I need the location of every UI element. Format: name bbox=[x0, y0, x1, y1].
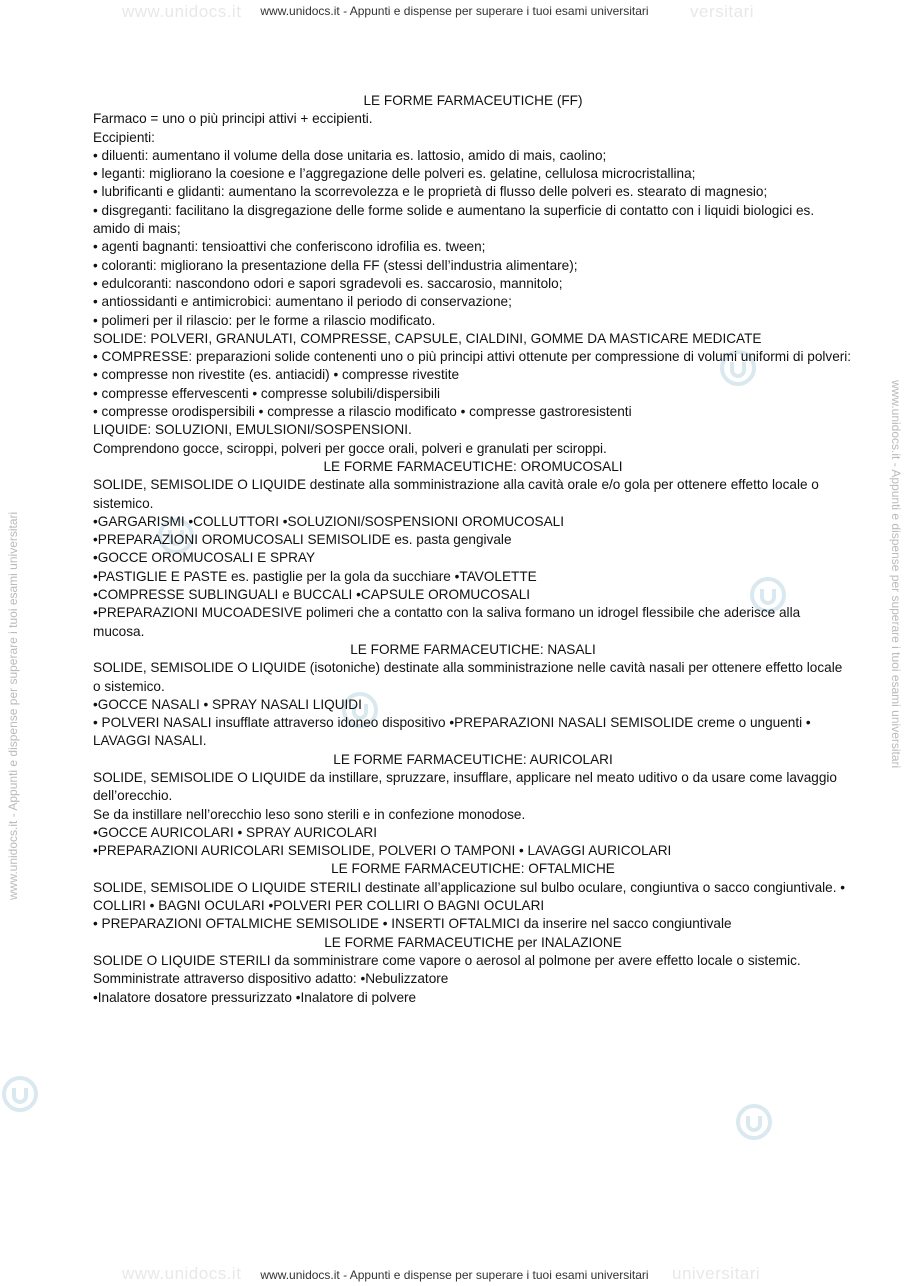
paragraph: Farmaco = uno o più principi attivi + eccipienti. bbox=[93, 111, 373, 127]
paragraph: • edulcoranti: nascondono odori e sapori sgradevoli es. saccarosio, mannitolo; bbox=[93, 275, 563, 291]
paragraph: •PREPARAZIONI MUCOADESIVE polimeri che a contatto con la saliva formano un idrogel flessibile che aderisce alla mucosa. bbox=[93, 605, 801, 639]
section-heading: LE FORME FARMACEUTICHE per INALAZIONE bbox=[324, 934, 622, 950]
paragraph: •PREPARAZIONI OROMUCOSALI SEMISOLIDE es. pasta gengivale bbox=[93, 532, 512, 548]
paragraph: • antiossidanti e antimicrobici: aumentano il periodo di conservazione; bbox=[93, 294, 512, 310]
paragraph: • leganti: migliorano la coesione e l’aggregazione delle polveri es. gelatine, cellulosa microcristallina; bbox=[93, 166, 696, 182]
paragraph: • POLVERI NASALI insufflate attraverso idoneo dispositivo •PREPARAZIONI NASALI SEMISOLIDE creme o unguenti • LAVAGGI NASALI. bbox=[93, 715, 811, 749]
top-banner: www.unidocs.it - Appunti e dispense per superare i tuoi esami universitari bbox=[260, 4, 649, 18]
section-heading: LE FORME FARMACEUTICHE: OROMUCOSALI bbox=[323, 458, 623, 474]
paragraph: SOLIDE, SEMISOLIDE O LIQUIDE (isotoniche) destinate alla somministrazione nelle cavità nasali per ottenere effetto locale o sistemico. bbox=[93, 660, 843, 694]
watermark-faint-top-right: versitari bbox=[690, 2, 755, 21]
paragraph: •PREPARAZIONI AURICOLARI SEMISOLIDE, POLVERI O TAMPONI • LAVAGGI AURICOLARI bbox=[93, 843, 672, 859]
paragraph: •PASTIGLIE E PASTE es. pastiglie per la gola da succhiare •TAVOLETTE bbox=[93, 568, 537, 584]
paragraph: •GARGARISMI •COLLUTTORI •SOLUZIONI/SOSPENSIONI OROMUCOSALI bbox=[93, 513, 565, 529]
paragraph: • compresse non rivestite (es. antiacidi) • compresse rivestite bbox=[93, 367, 460, 383]
paragraph: • diluenti: aumentano il volume della dose unitaria es. lattosio, amido di mais, caolino; bbox=[93, 147, 607, 163]
paragraph: • PREPARAZIONI OFTALMICHE SEMISOLIDE • INSERTI OFTALMICI da inserire nel sacco congiuntivale bbox=[93, 916, 732, 932]
paragraph: • disgreganti: facilitano la disgregazione delle forme solide e aumentano la superficie di contatto con i liquidi biologici es. amido di mais; bbox=[93, 202, 815, 237]
paragraph: SOLIDE, SEMISOLIDE O LIQUIDE destinate alla somministrazione alla cavità orale e/o gola per ottenere effetto locale o sistemico. bbox=[93, 477, 819, 511]
paragraph: • lubrificanti e glidanti: aumentano la scorrevolezza e le proprietà di flusso delle polveri es. stearato di magnesio; bbox=[93, 184, 768, 200]
paragraph: • agenti bagnanti: tensioattivi che conferiscono idrofilia es. tween; bbox=[93, 239, 486, 255]
paragraph: SOLIDE, SEMISOLIDE O LIQUIDE STERILI destinate all’applicazione sul bulbo oculare, congiuntiva o sacco congiuntivale. • COLLIRI • BAGNI OCULARI •POLVERI PER COLLIRI O BAGNI OCULARI bbox=[93, 879, 846, 914]
section-heading: LE FORME FARMACEUTICHE: AURICOLARI bbox=[333, 751, 613, 767]
section-heading: LE FORME FARMACEUTICHE (FF) bbox=[363, 93, 583, 108]
paragraph: •Inalatore dosatore pressurizzato •Inalatore di polvere bbox=[93, 989, 417, 1005]
unidocs-logo-icon bbox=[0, 1074, 40, 1114]
paragraph: • compresse effervescenti • compresse solubili/dispersibili bbox=[93, 385, 440, 401]
left-vertical-watermark: www.unidocs.it - Appunti e dispense per superare i tuoi esami universitari bbox=[6, 511, 20, 900]
paragraph: • polimeri per il rilascio: per le forme a rilascio modificato. bbox=[93, 312, 436, 328]
paragraph: SOLIDE, SEMISOLIDE O LIQUIDE da instillare, spruzzare, insufflare, applicare nel meato uditivo o da usare come lavaggio dell’orecchio. bbox=[93, 769, 837, 804]
paragraph: Se da instillare nell’orecchio leso sono sterili e in confezione monodose. bbox=[93, 806, 526, 822]
paragraph: • coloranti: migliorano la presentazione della FF (stessi dell’industria alimentare); bbox=[93, 257, 578, 273]
paragraph: •GOCCE AURICOLARI • SPRAY AURICOLARI bbox=[93, 824, 377, 840]
paragraph: •GOCCE NASALI • SPRAY NASALI LIQUIDI bbox=[93, 696, 362, 712]
bottom-banner: www.unidocs.it - Appunti e dispense per superare i tuoi esami universitari bbox=[260, 1268, 649, 1282]
paragraph: Eccipienti: bbox=[93, 129, 155, 145]
paragraph: Comprendono gocce, sciroppi, polveri per gocce orali, polveri e granulati per sciroppi. bbox=[93, 440, 607, 456]
watermark-faint-bottom-left: www.unidocs.it bbox=[122, 1264, 242, 1283]
section-heading: LE FORME FARMACEUTICHE: NASALI bbox=[350, 641, 596, 657]
section-heading: LE FORME FARMACEUTICHE: OFTALMICHE bbox=[331, 861, 615, 877]
paragraph: •GOCCE OROMUCOSALI E SPRAY bbox=[93, 550, 316, 566]
right-vertical-watermark: www.unidocs.it - Appunti e dispense per superare i tuoi esami universitari bbox=[889, 380, 903, 769]
paragraph: • COMPRESSE: preparazioni solide contenenti uno o più principi attivi ottenute per compressione di volumi uniformi di polveri: bbox=[93, 349, 852, 365]
document-body bbox=[93, 92, 853, 1007]
paragraph: SOLIDE O LIQUIDE STERILI da somministrare come vapore o aerosol al polmone per avere effetto locale o sistemic. Somministrate attraverso dispositivo adatto: •Nebulizzatore bbox=[93, 952, 801, 987]
watermark-faint-top-left: www.unidocs.it bbox=[122, 2, 242, 21]
paragraph: SOLIDE: POLVERI, GRANULATI, COMPRESSE, CAPSULE, CIALDINI, GOMME DA MASTICARE MEDICATE bbox=[93, 330, 762, 346]
paragraph: • compresse orodispersibili • compresse a rilascio modificato • compresse gastroresistenti bbox=[93, 404, 632, 420]
unidocs-logo-icon bbox=[734, 1102, 774, 1142]
paragraph: LIQUIDE: SOLUZIONI, EMULSIONI/SOSPENSIONI. bbox=[93, 422, 412, 438]
paragraph: •COMPRESSE SUBLINGUALI e BUCCALI •CAPSULE OROMUCOSALI bbox=[93, 587, 531, 603]
watermark-faint-bottom-right: universitari bbox=[672, 1264, 761, 1283]
